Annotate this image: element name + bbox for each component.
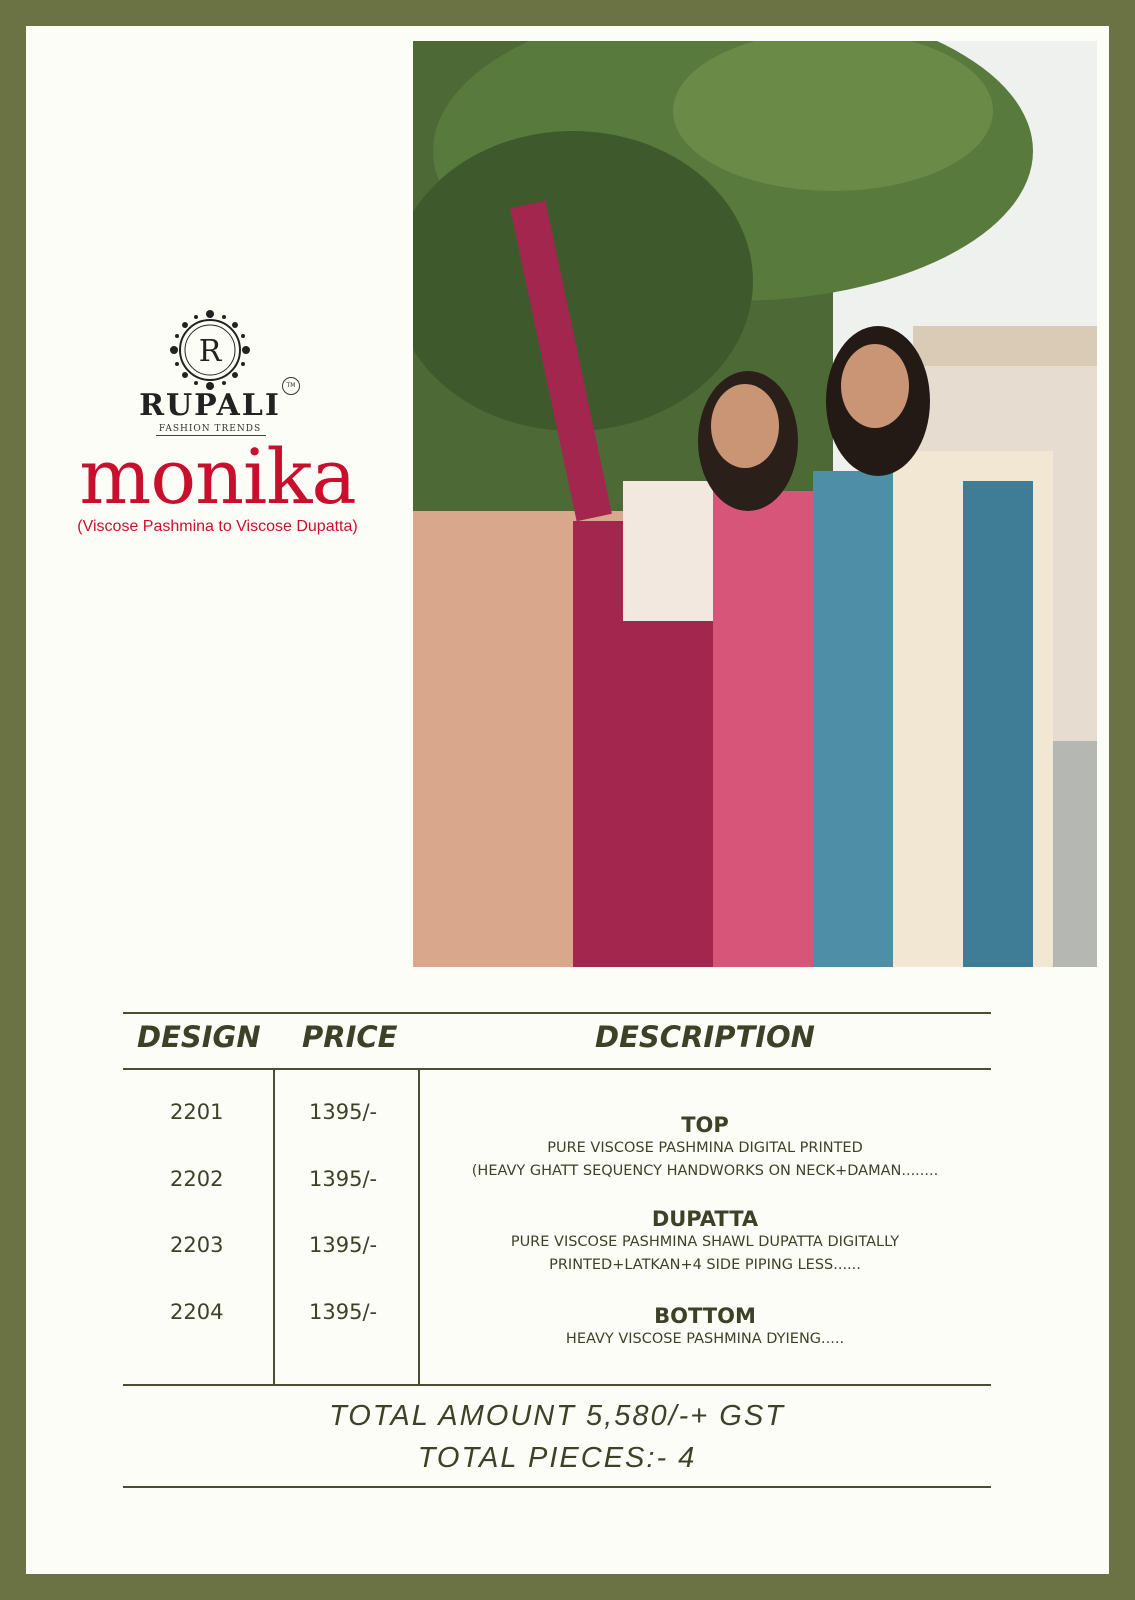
- design-number: 2204: [170, 1300, 224, 1324]
- header-design: DESIGN: [137, 1020, 261, 1054]
- description-heading: DUPATTA: [651, 1207, 759, 1231]
- description-heading: TOP: [681, 1113, 729, 1137]
- trademark-symbol: TM: [282, 377, 300, 395]
- product-photo: [413, 41, 1097, 967]
- price-value: 1395/-: [309, 1167, 378, 1191]
- svg-text:R: R: [198, 334, 222, 369]
- totals-bottom-rule: [123, 1486, 991, 1488]
- total-amount: TOTAL AMOUNT 5,580/-+ GST: [329, 1400, 785, 1432]
- description-line: PURE VISCOSE PASHMINA SHAWL DUPATTA DIGITALLY: [510, 1234, 900, 1250]
- description-dupatta: [420, 1207, 990, 1277]
- description-heading: BOTTOM: [654, 1304, 756, 1328]
- header-description: DESCRIPTION: [595, 1020, 815, 1054]
- product-title: monika: [79, 432, 356, 521]
- table-bottom-rule: [123, 1384, 991, 1386]
- header-price: PRICE: [302, 1020, 398, 1054]
- design-number: 2203: [170, 1233, 224, 1257]
- product-subtitle: (Viscose Pashmina to Viscose Dupatta): [77, 518, 358, 535]
- description-line: HEAVY VISCOSE PASHMINA DYIENG.....: [565, 1331, 845, 1347]
- column-divider-design-price: [273, 1070, 275, 1384]
- description-bottom: [420, 1304, 990, 1351]
- brand-tagline: FASHION TRENDS: [158, 424, 262, 434]
- description-line: (HEAVY GHATT SEQUENCY HANDWORKS ON NECK+DAMAN........: [471, 1163, 939, 1179]
- price-value: 1395/-: [309, 1233, 378, 1257]
- description-line: PRINTED+LATKAN+4 SIDE PIPING LESS......: [549, 1257, 861, 1273]
- description-top: [420, 1113, 990, 1183]
- design-number: 2202: [170, 1167, 224, 1191]
- design-number: 2201: [170, 1100, 224, 1124]
- brand-monogram-emblem: [166, 306, 254, 394]
- table-top-rule: [123, 1012, 991, 1014]
- description-line: PURE VISCOSE PASHMINA DIGITAL PRINTED: [547, 1140, 863, 1156]
- price-value: 1395/-: [309, 1300, 378, 1324]
- price-value: 1395/-: [309, 1100, 378, 1124]
- brand-name: RUPALI: [139, 388, 281, 423]
- table-header-rule: [123, 1068, 991, 1070]
- total-pieces: TOTAL PIECES:- 4: [417, 1442, 697, 1474]
